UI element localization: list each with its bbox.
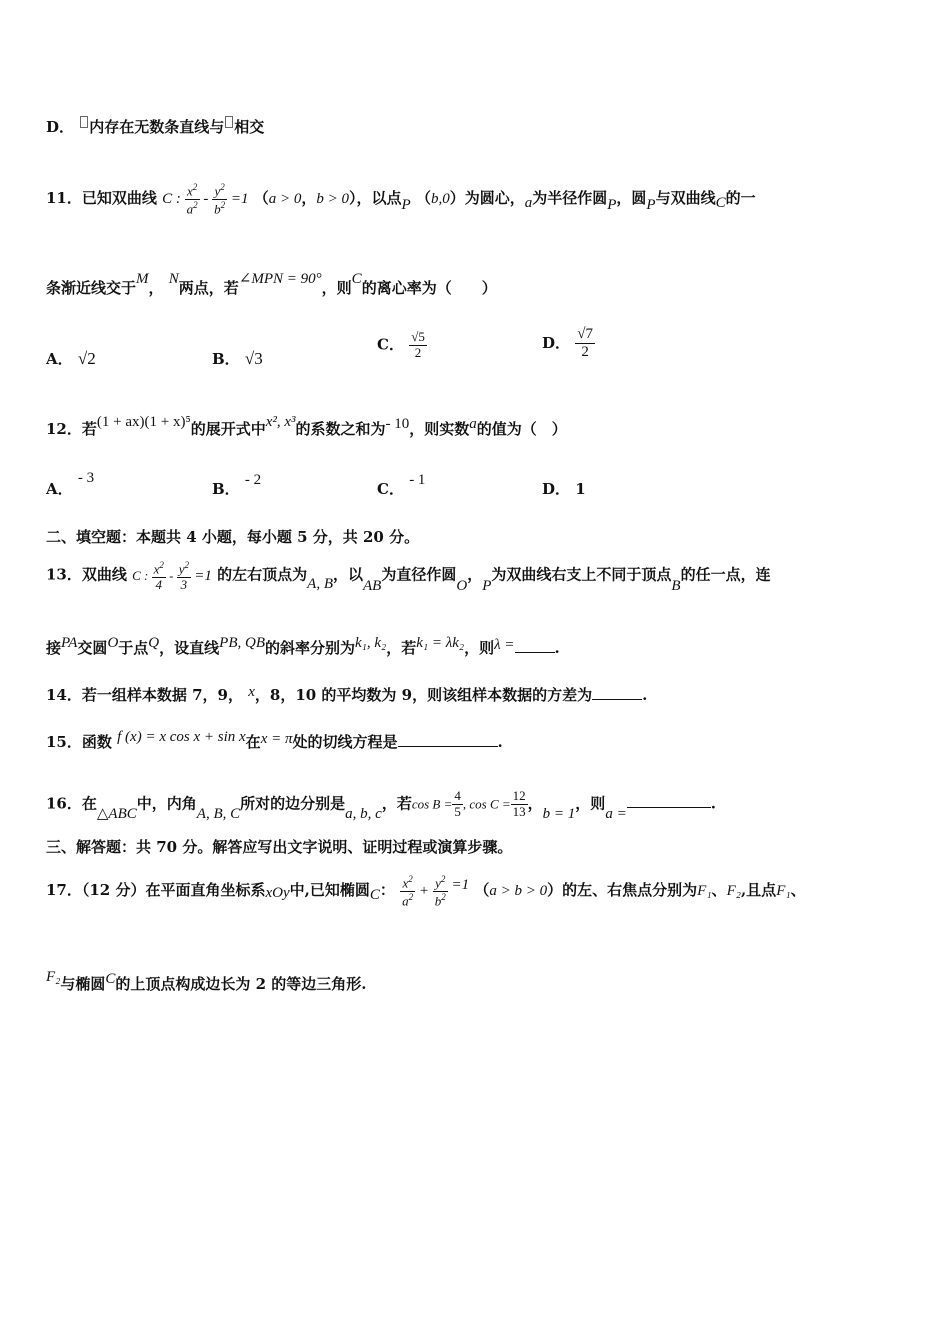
fraction-den: 13 [512, 803, 526, 819]
text: ,且点 [740, 881, 777, 900]
text: （ [474, 881, 490, 900]
math: - 10 [385, 416, 410, 432]
option-num: √7 [575, 326, 595, 344]
q12-option-d [542, 478, 586, 499]
text: 与双曲线 [655, 189, 716, 208]
option-den: 2 [414, 344, 422, 360]
text: ，则 [464, 639, 495, 657]
math: a [524, 195, 533, 212]
text: 条渐近线交于 [46, 279, 137, 297]
missing-glyph-icon [225, 116, 233, 128]
option-letter: C． [377, 480, 404, 498]
text: 、 [711, 881, 727, 900]
math: C [715, 195, 726, 212]
text: ）的左、右焦点分别为 [547, 881, 698, 900]
text: 的任一点，连 [680, 565, 771, 584]
text: 为直径作圆 [381, 565, 457, 584]
option-letter: D． [46, 118, 75, 136]
math: C [369, 887, 380, 904]
option-value: √3 [244, 349, 263, 368]
option-letter: B． [212, 480, 240, 498]
math: △ABC [96, 806, 137, 823]
math-hyperbola: C : $\frac{x^2}{a^2}$ - $\frac{y^2}{b^2}$ =1 [162, 182, 249, 217]
text: 为半径作圆 [532, 189, 608, 208]
option-letter: A． [46, 480, 73, 498]
question-number: 15． [46, 733, 82, 751]
option-letter: C． [377, 335, 404, 354]
math: a > b > 0 [489, 883, 548, 900]
q10-option-d [46, 116, 264, 137]
question-number: 16． [46, 794, 82, 813]
math: , cos C = [462, 796, 511, 812]
math: x², x³ [265, 414, 296, 430]
q13-line1 [46, 560, 771, 593]
text: 与椭圆 [60, 975, 106, 993]
math: a > 0 [268, 191, 302, 208]
math: a [469, 416, 477, 432]
math: F₂ [726, 883, 741, 900]
text: 已知双曲线 [81, 189, 157, 208]
math: O [456, 577, 468, 594]
math: O [107, 635, 119, 651]
q11-option-b [212, 348, 263, 369]
text: （ [415, 189, 431, 208]
text: 在 [245, 733, 261, 751]
math: b,0 [430, 191, 450, 208]
text: ，设直线 [159, 639, 220, 657]
option-value: - 3 [77, 470, 95, 486]
math: C [105, 971, 116, 987]
answer-blank[interactable] [515, 638, 555, 653]
text: ： [379, 881, 395, 900]
option-letter: D． [542, 333, 571, 352]
math: k₁, k₂ [355, 635, 387, 651]
answer-blank[interactable] [627, 793, 711, 808]
math-ellipse: $\frac{x^2}{a^2}$ + $\frac{y^2}{b^2}$ =1 [402, 874, 470, 909]
math: a = [605, 806, 627, 823]
question-number: 17． [46, 881, 82, 900]
text: 两点，若 [178, 279, 239, 297]
text: （ [253, 189, 269, 208]
math: xOy [265, 885, 290, 902]
math: (1 + ax)(1 + x)⁵ [96, 414, 191, 430]
math: P [401, 197, 411, 214]
text: 的展开式中 [190, 420, 266, 438]
math: Q [148, 635, 160, 651]
q12-option-b [212, 472, 262, 499]
text: 在 [81, 794, 97, 813]
math: ∠MPN = 90° [238, 271, 322, 287]
text: 若 [81, 420, 97, 438]
text: 、 [790, 881, 806, 900]
math: A, B, C [196, 806, 241, 823]
missing-glyph-icon [80, 116, 88, 128]
text: 的上顶点构成边长为 2 的等边三角形. [115, 975, 367, 993]
text: 的一 [725, 189, 756, 208]
text: 的离心率为（ ） [361, 279, 497, 297]
fraction-num: 4 [454, 788, 461, 803]
text: ，8，10 的平均数为 9，则该组样本数据的方差为 [254, 686, 593, 704]
option-letter: A． [46, 350, 73, 368]
math: P [482, 577, 492, 594]
text: ， [467, 565, 483, 584]
math: k₁ = λk₂ [416, 635, 465, 651]
q13-line2 [46, 637, 560, 658]
q17-line1 [46, 874, 806, 910]
math: F₁ [776, 883, 791, 900]
math: A, B [307, 575, 333, 592]
option-text: 内存在无数条直线与 [89, 118, 225, 136]
text: 的系数之和为 [295, 420, 386, 438]
math: P [607, 197, 617, 214]
q11-line1 [46, 182, 756, 218]
q12-option-c [377, 472, 426, 499]
text: （12 分）在平面直角坐标系 [81, 881, 266, 900]
math: P [646, 197, 656, 214]
text: ，若 [386, 639, 417, 657]
text: 的左右顶点为 [217, 565, 308, 584]
answer-blank[interactable] [398, 732, 498, 747]
math: a, b, c [345, 806, 382, 823]
text: 若一组样本数据 7，9， [81, 686, 243, 704]
option-text: 相交 [234, 118, 265, 136]
q12-line [46, 414, 567, 439]
section-heading-fill-in: 二、填空题：本题共 4 小题，每小题 5 分，共 20 分。 [46, 528, 420, 546]
text: 交圆 [77, 639, 108, 657]
text: ，则 [321, 279, 352, 297]
text: 为双曲线右支上不同于顶点 [491, 565, 672, 584]
text: . [710, 794, 716, 813]
option-value: 1 [575, 480, 586, 498]
text: 于点 [118, 639, 149, 657]
question-number: 14． [46, 686, 82, 704]
option-value: - 2 [244, 472, 262, 488]
math: B [671, 577, 681, 594]
text: ， [301, 189, 317, 208]
text: 双曲线 [81, 565, 127, 584]
math: x = π [260, 731, 293, 747]
text: . [642, 686, 648, 704]
text: 中,已知椭圆 [289, 881, 370, 900]
text: 的值为（ ） [476, 420, 567, 438]
section-heading-answer: 三、解答题：共 70 分。解答应写出文字说明、证明过程或演算步骤。 [46, 838, 513, 856]
math: λ = [494, 637, 515, 653]
text: 函数 [81, 733, 112, 751]
option-letter: B． [212, 350, 240, 368]
q14-line [46, 684, 647, 705]
text: 处的切线方程是 [292, 733, 398, 751]
option-value: - 1 [409, 472, 426, 488]
text: 所对的边分别是 [240, 794, 346, 813]
text: . [497, 733, 503, 751]
q16-line [46, 788, 716, 823]
q15-line [46, 731, 503, 752]
q11-line2 [46, 271, 497, 298]
q11-option-d [542, 326, 595, 362]
math: N [168, 271, 179, 287]
option-num: √5 [411, 329, 425, 344]
text: ，则 [575, 794, 606, 813]
math: F₂ [46, 969, 61, 985]
text: ，以 [332, 565, 363, 584]
q11-option-a [46, 348, 96, 369]
math: f (x) = x cos x + sin x [117, 729, 246, 745]
text: ），以点 [349, 189, 402, 208]
question-number: 11． [46, 189, 82, 208]
option-den: 2 [581, 344, 589, 361]
math: PB, QB [219, 635, 265, 651]
answer-blank[interactable] [592, 685, 642, 700]
math: F₁ [697, 883, 712, 900]
q17-line2 [46, 969, 367, 994]
text: ）为圆心， [449, 189, 525, 208]
math: b = 1 [542, 806, 576, 823]
text: ， [527, 794, 543, 813]
q12-option-a [46, 470, 95, 499]
text: ，圆 [616, 189, 647, 208]
math: x [248, 684, 255, 700]
math: cos B = [411, 796, 453, 812]
q11-option-c [377, 330, 427, 361]
math: b > 0 [316, 191, 350, 208]
math: M [136, 271, 149, 287]
math: C [351, 271, 362, 287]
option-letter: D． [542, 480, 571, 498]
text: . [554, 639, 560, 657]
text: 的斜率分别为 [264, 639, 355, 657]
math: AB [363, 577, 382, 594]
fraction-num: 12 [512, 788, 526, 803]
text: ， [148, 279, 164, 297]
question-number: 13． [46, 565, 82, 584]
text: 中，内角 [136, 794, 197, 813]
option-value: √2 [77, 349, 96, 368]
math-hyperbola: C : $\frac{x^2}{4}$ - $\frac{y^2}{3}$ =1 [132, 560, 212, 593]
math: PA [61, 635, 78, 651]
text: 接 [46, 639, 62, 657]
fraction-den: 5 [454, 803, 461, 819]
text: ，若 [381, 794, 412, 813]
question-number: 12． [46, 420, 82, 438]
text: ，则实数 [409, 420, 470, 438]
